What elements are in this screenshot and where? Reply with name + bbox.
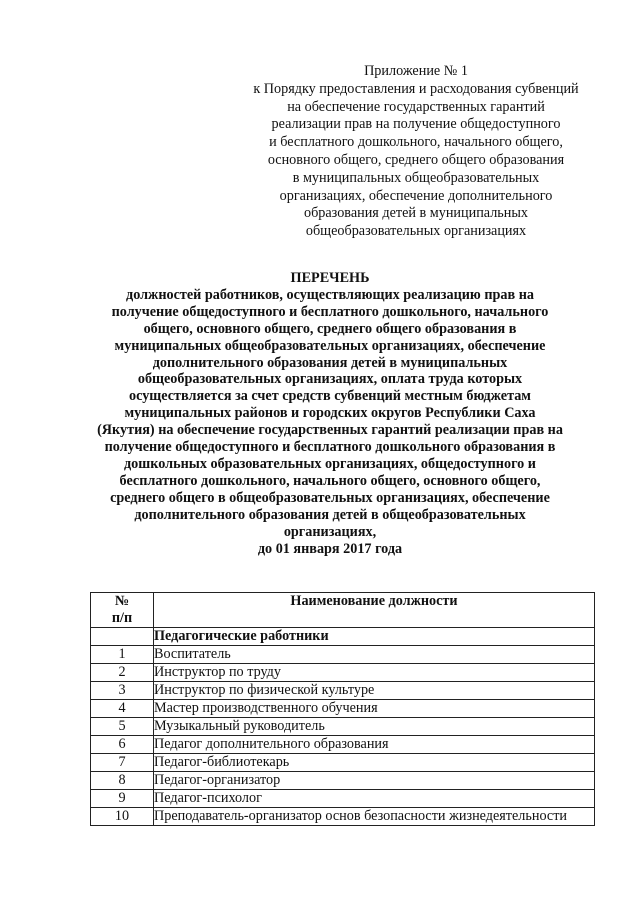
title-line: муниципальных районов и городских округов Республики Саха [124, 405, 536, 422]
title-line: ПЕРЕЧЕНЬ [290, 270, 370, 286]
row-number: 10 [91, 808, 154, 826]
position-name: Инструктор по труду [154, 664, 595, 682]
table-row [91, 772, 595, 790]
table-row [91, 808, 595, 826]
table-row [91, 718, 595, 736]
title-line: муниципальных общеобразовательных организациях, обеспечение [114, 337, 546, 354]
title-line: (Якутия) на обеспечение государственных гарантий реализации прав на [97, 422, 563, 439]
row-number: 4 [91, 700, 154, 718]
column-header-position: Наименование должности [154, 593, 595, 628]
table-header-row [91, 593, 595, 628]
row-number: 2 [91, 664, 154, 682]
row-number: 7 [91, 754, 154, 772]
appendix-line: реализации прав на получение общедоступного [271, 116, 561, 133]
appendix-line: основного общего, среднего общего образования [267, 151, 565, 168]
row-number: 1 [91, 646, 154, 664]
position-name: Педагог-организатор [154, 772, 595, 790]
document-title [80, 270, 580, 557]
title-line: получение общедоступного и бесплатного дошкольного образования в [104, 439, 556, 456]
position-name: Преподаватель-организатор основ безопасности жизнедеятельности [154, 808, 595, 826]
row-number: 9 [91, 790, 154, 808]
row-number: 5 [91, 718, 154, 736]
appendix-line: образования детей в муниципальных [303, 205, 528, 222]
group-row [91, 628, 595, 646]
appendix-line: к Порядку предоставления и расходования субвенций [253, 80, 579, 97]
position-name: Педагог дополнительного образования [154, 736, 595, 754]
appendix-line: Приложение № 1 [364, 63, 468, 79]
title-line: дополнительного образования детей в общеобразовательных [134, 506, 526, 523]
table-row [91, 646, 595, 664]
appendix-line: общеобразовательных организациях [305, 223, 527, 240]
title-line: до 01 января 2017 года [257, 540, 403, 557]
title-line: дополнительного образования детей в муниципальных [152, 354, 508, 371]
position-name: Педагог-психолог [154, 790, 595, 808]
appendix-line: в муниципальных общеобразовательных [292, 169, 540, 186]
title-line: бесплатного дошкольного, начального общего, основного общего, [119, 472, 541, 489]
position-name: Музыкальный руководитель [154, 718, 595, 736]
table-row [91, 754, 595, 772]
table-row [91, 736, 595, 754]
group-number-cell [91, 628, 154, 646]
title-line: организациях, [283, 523, 377, 540]
table-row [91, 664, 595, 682]
title-line: общеобразовательных организациях, оплата труда которых [137, 371, 523, 388]
row-number: 8 [91, 772, 154, 790]
header-num-symbol: № [114, 593, 130, 609]
positions-table [90, 592, 595, 826]
position-name: Мастер производственного обучения [154, 700, 595, 718]
appendix-line: на обеспечение государственных гарантий [287, 98, 545, 115]
title-line: общего, основного общего, среднего общего образования в [143, 320, 517, 337]
table-row [91, 682, 595, 700]
title-line: должностей работников, осуществляющих реализацию прав на [126, 286, 534, 303]
title-line: получение общедоступного и бесплатного дошкольного, начального [111, 303, 549, 320]
position-name: Воспитатель [154, 646, 595, 664]
table-row [91, 700, 595, 718]
position-name: Педагог-библиотекарь [154, 754, 595, 772]
header-num-abbrev: п/п [111, 610, 133, 626]
table-row [91, 790, 595, 808]
appendix-line: и бесплатного дошкольного, начального общего, [269, 134, 563, 151]
appendix-line: организациях, обеспечение дополнительного [279, 187, 553, 204]
row-number: 6 [91, 736, 154, 754]
position-name: Инструктор по физической культуре [154, 682, 595, 700]
title-line: дошкольных образовательных организациях, общедоступного и [124, 455, 536, 472]
title-line: среднего общего в общеобразовательных организациях, обеспечение [110, 489, 550, 506]
column-header-number [91, 593, 154, 628]
row-number: 3 [91, 682, 154, 700]
appendix-header [236, 63, 596, 241]
group-label: Педагогические работники [154, 628, 595, 646]
title-line: осуществляется за счет средств субвенций местным бюджетам [129, 388, 531, 405]
